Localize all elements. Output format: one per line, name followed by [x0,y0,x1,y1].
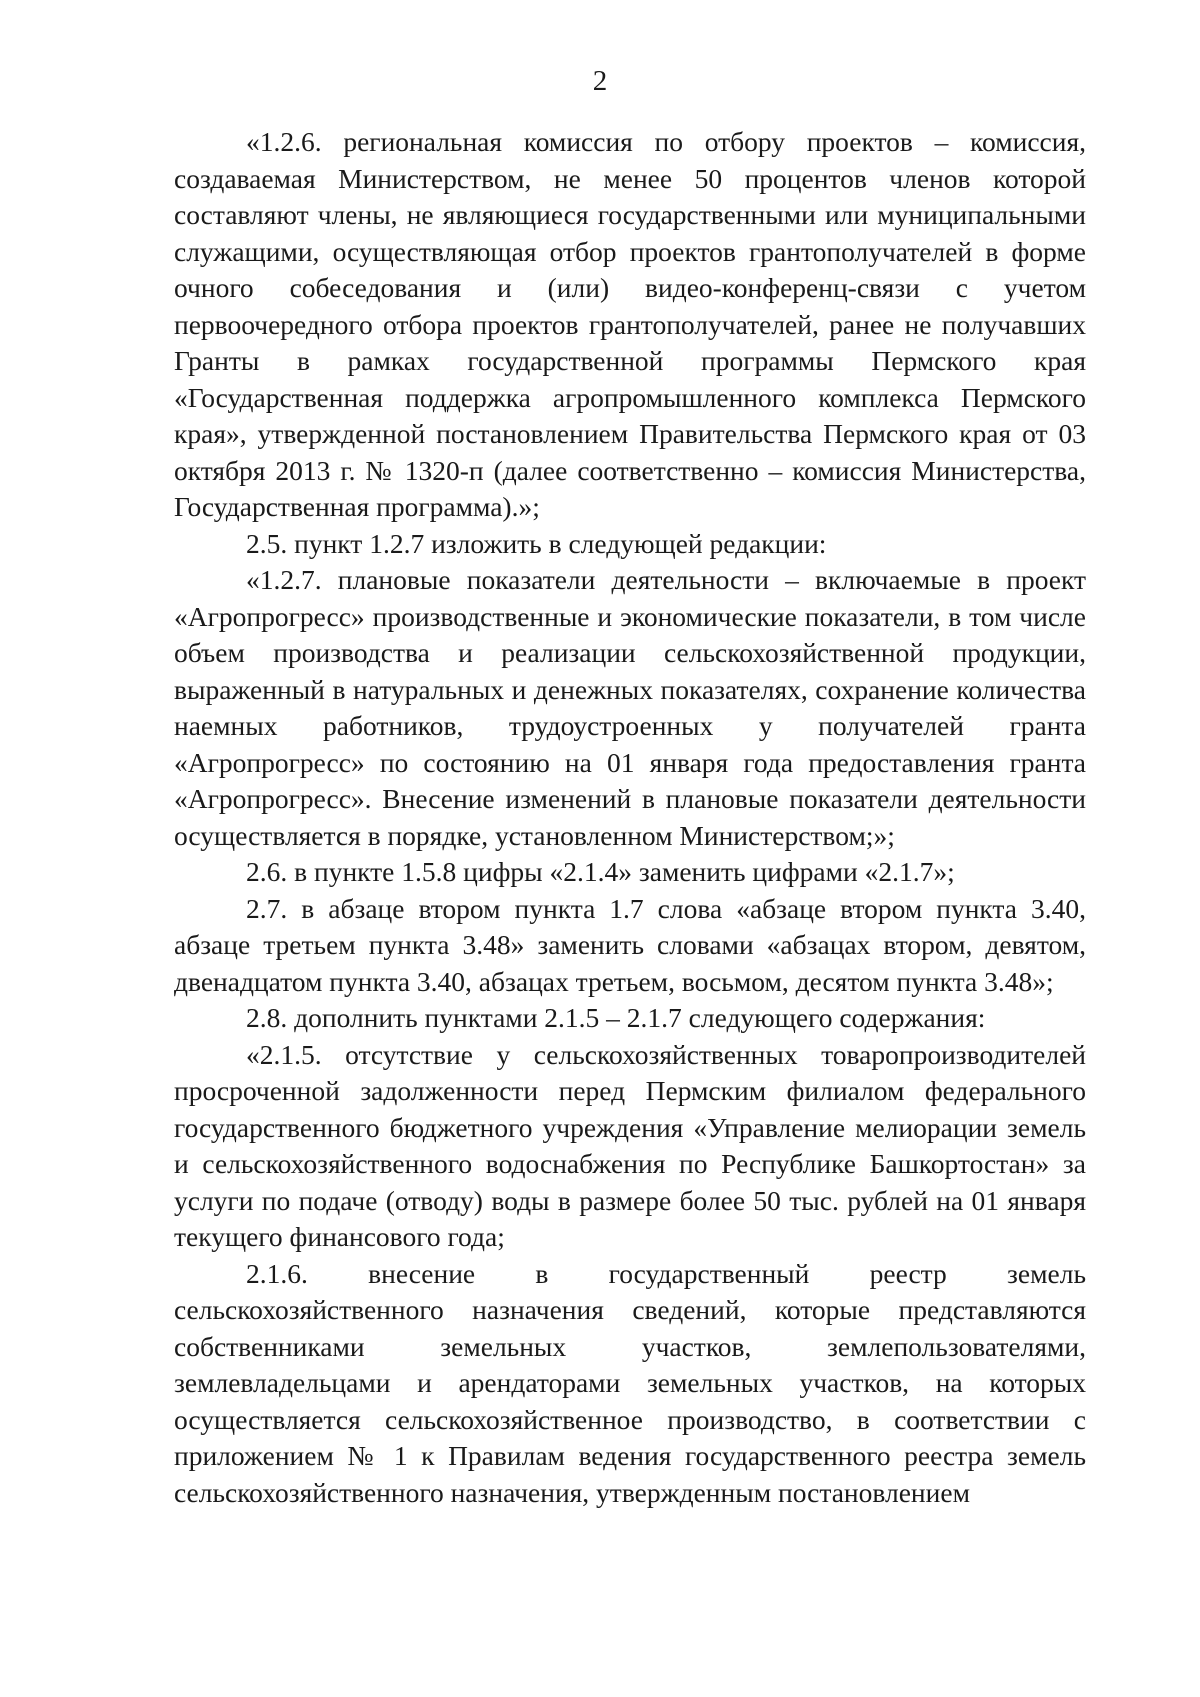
paragraph-1-2-7: «1.2.7. плановые показатели деятельности – включаемые в проект «Агропрогресс» производственные и экономические показатели, в том числе объем производства и реализации сельскохозяйственной продукции, выраженный в натуральных и денежных показателях, сохранение количества наемных работников, трудоустроенных у получателей гранта «Агропрогресс» по состоянию на 01 января года предоставления гранта «Агропрогресс». Внесение изменений в плановые показатели деятельности осуществляется в порядке, установленном Министерством;»; [174,564,1086,851]
paragraph-2-1-6: 2.1.6. внесение в государственный реестр земель сельскохозяйственного назначения сведений, которые представляются собственниками земельных участков, землепользователями, землевладельцами и арендаторами земельных участков, на которых осуществляется сельскохозяйственное производство, в соответствии с приложением № 1 к Правилам ведения государственного реестра земель сельскохозяйственного назначения, утвержденным постановлением [174,1257,1086,1508]
paragraph-1-2-6: «1.2.6. региональная комиссия по отбору проектов – комиссия, создаваемая Министерством, не менее 50 процентов членов которой составляют члены, не являющиеся государственными или муниципальными служащими, осуществляющая отбор проектов грантополучателей в форме очного собеседования и (или) видео-конференц-связи с учетом первоочередного отбора проектов грантополучателей, ранее не получавших Гранты в рамках государственной программы Пермского края «Государственная поддержка агропромышленного комплекса Пермского края», утвержденной постановлением Правительства Пермского края от 03 октября 2013 г. № 1320-п (далее соответственно – комиссия Министерства, Государственная программа).»; [174,126,1086,522]
document-body [174,124,1086,1511]
paragraph-2-1-5: «2.1.5. отсутствие у сельскохозяйственных товаропроизводителей просроченной задолженности перед Пермским филиалом федерального государственного бюджетного учреждения «Управление мелиорации земель и сельскохозяйственного водоснабжения по Республике Башкортостан» за услуги по подаче (отводу) воды в размере более 50 тыс. рублей на 01 января текущего финансового года; [174,1038,1086,1252]
paragraph-2-6: 2.6. в пункте 1.5.8 цифры «2.1.4» заменить цифрами «2.1.7»; [246,856,955,887]
paragraph-2-5: 2.5. пункт 1.2.7 изложить в следующей редакции: [246,527,827,559]
paragraph-2-8: 2.8. дополнить пунктами 2.1.5 – 2.1.7 следующего содержания: [246,1002,986,1033]
page-number: 2 [592,65,608,97]
paragraph-2-7: 2.7. в абзаце втором пункта 1.7 слова «абзаце втором пункта 3.40, абзаце третьем пункта 3.48» заменить словами «абзацах втором, девятом, двенадцатом пункта 3.40, абзацах третьем, восьмом, десятом пункта 3.48»; [174,892,1086,997]
